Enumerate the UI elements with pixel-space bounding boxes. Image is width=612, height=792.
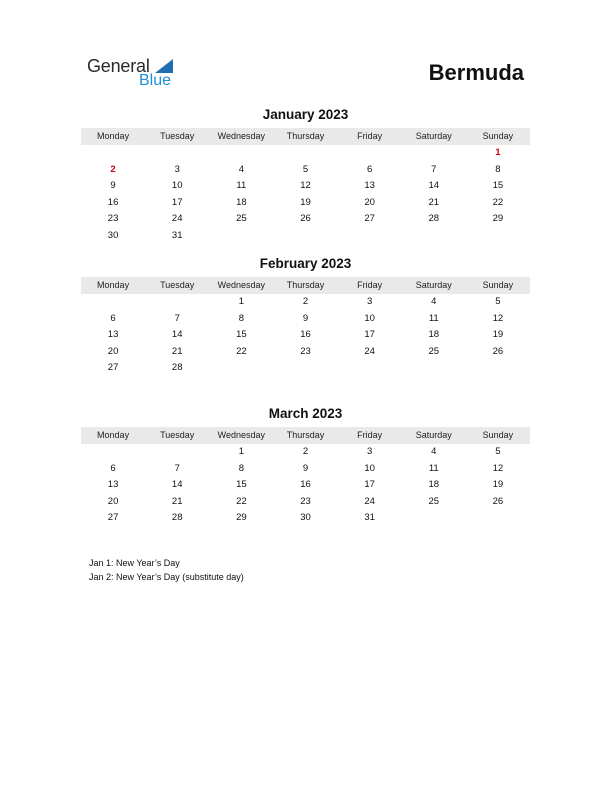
day-cell: 2 <box>302 446 309 457</box>
logo-triangle-icon <box>155 59 173 73</box>
day-cell: 12 <box>300 180 311 192</box>
day-cell: 19 <box>492 479 504 491</box>
day-cell: 14 <box>171 479 183 491</box>
day-cell: 13 <box>364 180 375 192</box>
weekday-header: Friday <box>357 280 383 290</box>
month-calendar <box>81 255 530 377</box>
day-cell: 21 <box>428 196 440 208</box>
day-cell: 20 <box>364 196 375 208</box>
day-cell: 4 <box>238 163 244 175</box>
weekday-header-row <box>81 128 530 145</box>
day-cell <box>145 145 209 162</box>
day-cell: 18 <box>428 329 440 341</box>
day-cell: 21 <box>171 495 183 507</box>
day-cell: 15 <box>236 329 247 341</box>
day-cell <box>273 360 337 377</box>
day-cell: 2 <box>110 163 116 175</box>
day-cell: 30 <box>300 512 311 524</box>
day-cell: 21 <box>171 345 183 357</box>
weekday-header: Saturday <box>415 280 452 290</box>
day-cell <box>466 228 530 245</box>
day-cell: 8 <box>238 462 244 474</box>
weekday-header: Monday <box>97 430 130 440</box>
day-cell: 29 <box>492 213 504 225</box>
day-cell <box>273 145 337 162</box>
day-cell: 20 <box>107 345 119 357</box>
weekday-header: Sunday <box>482 280 514 290</box>
day-cell: 17 <box>171 196 183 208</box>
day-cell: 15 <box>492 180 504 192</box>
day-cell: 30 <box>107 229 119 241</box>
week-row <box>81 444 530 461</box>
day-cell: 9 <box>302 462 309 474</box>
day-cell: 6 <box>110 462 116 474</box>
day-cell: 10 <box>364 462 375 474</box>
weekday-header: Saturday <box>415 430 452 440</box>
day-cell: 24 <box>364 495 375 507</box>
day-cell: 22 <box>236 345 247 357</box>
day-cell: 14 <box>428 180 440 192</box>
day-cell <box>466 360 530 377</box>
day-cell: 1 <box>238 446 244 457</box>
day-cell: 18 <box>236 196 247 208</box>
day-cell <box>402 228 466 245</box>
week-row <box>81 178 530 195</box>
day-cell: 4 <box>431 296 437 307</box>
day-cell: 17 <box>364 479 375 491</box>
day-cell: 6 <box>366 163 373 175</box>
day-cell: 31 <box>364 512 375 524</box>
day-cell: 14 <box>171 329 183 341</box>
week-row <box>81 461 530 478</box>
weekday-header: Monday <box>97 131 130 141</box>
month-title: March 2023 <box>268 406 343 421</box>
day-cell: 27 <box>107 362 119 374</box>
day-cell: 7 <box>174 462 180 474</box>
logo-text-general: General <box>87 56 150 76</box>
day-cell: 11 <box>428 312 439 324</box>
day-cell: 11 <box>236 180 247 192</box>
day-cell: 26 <box>492 495 504 507</box>
week-row <box>81 145 530 162</box>
weekday-header: Friday <box>357 131 383 141</box>
day-cell: 18 <box>428 479 440 491</box>
day-cell <box>338 360 402 377</box>
day-cell: 16 <box>107 196 119 208</box>
day-cell: 2 <box>302 296 309 307</box>
general-blue-logo <box>87 56 187 92</box>
day-cell: 9 <box>302 312 309 324</box>
weekday-header: Tuesday <box>160 280 195 290</box>
day-cell <box>273 228 337 245</box>
day-cell: 13 <box>107 329 119 341</box>
week-row <box>81 327 530 344</box>
day-cell: 17 <box>364 329 375 341</box>
month-calendar <box>81 405 530 527</box>
day-cell: 23 <box>300 345 311 357</box>
day-cell: 7 <box>174 312 180 324</box>
day-cell: 24 <box>364 345 375 357</box>
week-row <box>81 294 530 311</box>
month-calendar <box>81 106 530 245</box>
week-row <box>81 360 530 377</box>
country-title: Bermuda <box>428 60 524 85</box>
day-cell: 22 <box>236 495 247 507</box>
day-cell: 16 <box>300 479 311 491</box>
logo-text-blue: Blue <box>139 72 172 89</box>
holiday-notes <box>89 556 244 584</box>
day-cell: 10 <box>171 180 183 192</box>
weekday-header: Saturday <box>415 131 452 141</box>
weekday-header: Wednesday <box>217 280 266 290</box>
week-row <box>81 162 530 179</box>
day-cell: 3 <box>174 163 180 175</box>
day-cell: 24 <box>171 213 183 225</box>
day-cell: 25 <box>428 345 440 357</box>
day-cell <box>81 294 145 311</box>
month-weeks <box>81 145 530 245</box>
day-cell <box>402 145 466 162</box>
day-cell: 5 <box>495 296 501 307</box>
week-row <box>81 195 530 212</box>
day-cell: 3 <box>366 296 373 307</box>
weekday-header: Thursday <box>286 430 325 440</box>
day-cell <box>81 145 145 162</box>
month-weeks <box>81 294 530 377</box>
weekday-header: Sunday <box>482 430 514 440</box>
month-weeks <box>81 444 530 527</box>
day-cell: 20 <box>107 495 119 507</box>
month-title: February 2023 <box>259 256 352 271</box>
day-cell: 23 <box>107 213 119 225</box>
day-cell <box>145 294 209 311</box>
day-cell <box>338 228 402 245</box>
day-cell: 25 <box>428 495 440 507</box>
day-cell <box>466 510 530 527</box>
day-cell: 8 <box>238 312 244 324</box>
weekday-header: Thursday <box>286 131 325 141</box>
day-cell: 12 <box>492 312 504 324</box>
day-cell <box>209 145 273 162</box>
day-cell: 28 <box>171 512 183 524</box>
weekday-header-row <box>81 427 530 444</box>
day-cell: 19 <box>492 329 504 341</box>
weekday-header: Tuesday <box>160 430 195 440</box>
day-cell: 1 <box>495 147 501 158</box>
week-row <box>81 510 530 527</box>
day-cell: 5 <box>302 163 309 175</box>
weekday-header-row <box>81 277 530 294</box>
day-cell: 1 <box>238 296 244 307</box>
holiday-note: Jan 1: New Year’s Day <box>89 558 180 568</box>
day-cell: 12 <box>492 462 504 474</box>
week-row <box>81 228 530 245</box>
day-cell: 6 <box>110 312 116 324</box>
day-cell: 23 <box>300 495 311 507</box>
day-cell <box>209 360 273 377</box>
holiday-note: Jan 2: New Year’s Day (substitute day) <box>89 572 244 582</box>
weekday-header: Sunday <box>482 131 514 141</box>
day-cell: 13 <box>107 479 119 491</box>
day-cell <box>338 145 402 162</box>
day-cell: 9 <box>110 180 116 192</box>
weekday-header: Tuesday <box>160 131 195 141</box>
day-cell: 3 <box>366 446 373 457</box>
day-cell: 10 <box>364 312 375 324</box>
day-cell: 22 <box>492 196 504 208</box>
weekday-header: Wednesday <box>217 131 266 141</box>
day-cell: 27 <box>364 213 375 225</box>
day-cell: 15 <box>236 479 247 491</box>
week-row <box>81 344 530 361</box>
weekday-header: Wednesday <box>217 430 266 440</box>
weekday-header: Monday <box>97 280 130 290</box>
day-cell <box>145 444 209 461</box>
day-cell <box>402 510 466 527</box>
day-cell: 19 <box>300 196 311 208</box>
weekday-header: Thursday <box>286 280 325 290</box>
day-cell <box>209 228 273 245</box>
day-cell: 28 <box>428 213 440 225</box>
week-row <box>81 477 530 494</box>
day-cell: 25 <box>236 213 247 225</box>
day-cell: 29 <box>236 512 247 524</box>
day-cell: 31 <box>171 229 183 241</box>
day-cell: 16 <box>300 329 311 341</box>
month-title: January 2023 <box>262 107 349 122</box>
week-row <box>81 211 530 228</box>
day-cell: 4 <box>431 446 437 457</box>
day-cell <box>402 360 466 377</box>
day-cell: 5 <box>495 446 501 457</box>
day-cell <box>81 444 145 461</box>
day-cell: 26 <box>300 213 311 225</box>
day-cell: 11 <box>428 462 439 474</box>
day-cell: 7 <box>431 163 437 175</box>
day-cell: 26 <box>492 345 504 357</box>
weekday-header: Friday <box>357 430 383 440</box>
day-cell: 28 <box>171 362 183 374</box>
day-cell: 8 <box>495 163 501 175</box>
day-cell: 27 <box>107 512 119 524</box>
week-row <box>81 311 530 328</box>
week-row <box>81 494 530 511</box>
